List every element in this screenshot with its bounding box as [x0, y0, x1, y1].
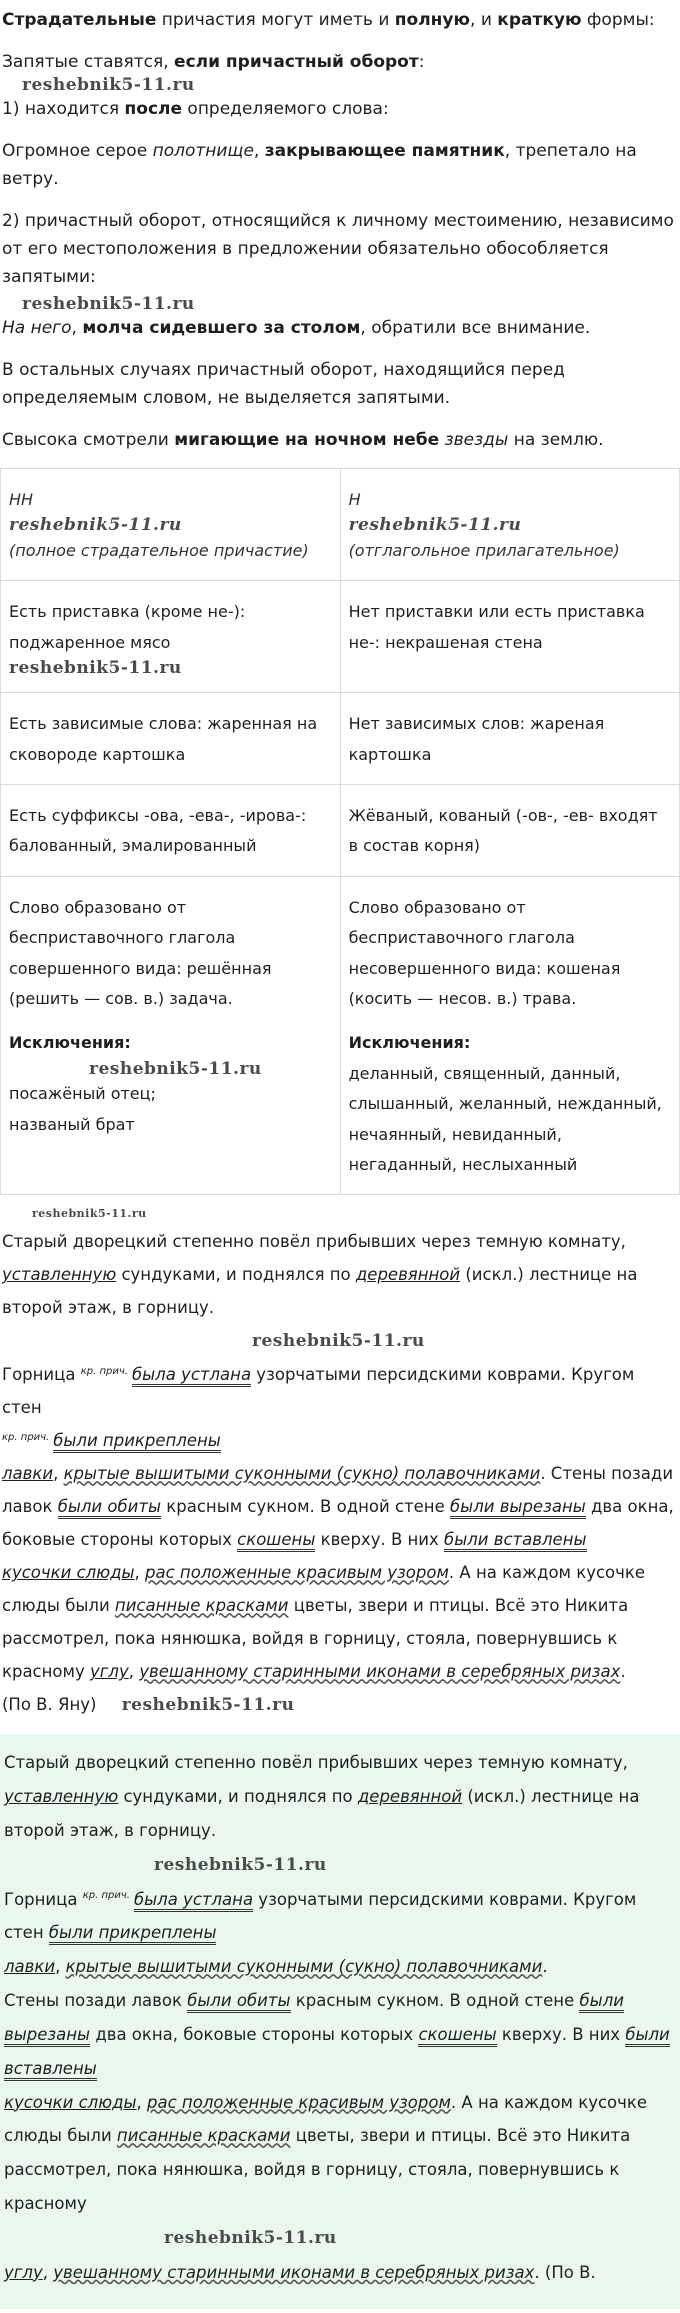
italic-word: полотнище	[152, 140, 254, 161]
header-nn: НН	[9, 489, 34, 509]
watermark: reshebnik5-11.ru	[154, 1854, 327, 1875]
text: ,	[53, 1464, 64, 1484]
text: красным сукном. В одной стене	[161, 1497, 450, 1517]
text: Горница	[4, 1889, 83, 1909]
answer-block	[0, 1734, 680, 2309]
rule-p8	[2, 426, 678, 454]
exception-item: названый брат	[9, 1114, 135, 1134]
text: причастия могут иметь и	[156, 10, 395, 30]
table-cell	[340, 876, 679, 1195]
participial-phrase: писанные красками	[116, 2126, 291, 2146]
text: два окна, боковые стороны которых	[90, 2024, 419, 2044]
italic-word: звезды	[444, 429, 509, 450]
text: 1) находится	[2, 98, 125, 119]
bold-term: краткую	[497, 10, 582, 30]
text: кверху. В них	[315, 1530, 445, 1550]
text: формы:	[581, 10, 655, 30]
table-cell	[340, 693, 679, 785]
text: Стены позади лавок	[4, 1991, 188, 2011]
cell-text: Слово образовано от бесприставочного глагола несовершенного вида: кошеная (косить — несов. в.) трава.	[348, 897, 621, 1009]
predicate: были вставлены	[444, 1530, 586, 1552]
predicate: были вырезаны	[450, 1497, 586, 1519]
text: сундуками, и поднялся по	[118, 1787, 358, 1807]
participial-phrase: увешанному стаpинными иконами в серебряных ризах	[53, 2262, 535, 2282]
text: узорчатыми персидскими коврами. Кругом стен	[4, 1889, 637, 1943]
table-row	[1, 876, 680, 1195]
text: ,	[42, 2262, 54, 2282]
text: два окна, боковые стороны которых	[2, 1497, 674, 1550]
participial-phrase: крытые вышитыми суконными (сукно) полавочниками	[65, 1957, 543, 1977]
text: Запятые ставятся,	[2, 52, 175, 73]
text: Свысока смотрели	[2, 429, 175, 450]
cell-text: Есть суффиксы -ова, -ева-, -ирова-: балованный, эмалированный	[9, 806, 307, 856]
text: цветы, звери и птицы. Всё это Никита рассмотрел, пока нянюшка, войдя в горницу, стояла, повернувшись к красному	[2, 1596, 629, 1682]
header-n-desc: (отглагольное прилагательное)	[348, 540, 620, 560]
participial-phrase: раc положенные красивым узором	[147, 2092, 451, 2112]
text: . А на каждом кусочке слюды были	[4, 2092, 647, 2146]
cell-text: Жёваный, кованый (-ов-, -ев- входят в состав корня)	[348, 806, 658, 856]
noun: углу	[4, 2262, 43, 2282]
rule-p7: В остальных случаях причастный оборот, находящийся перед определяемым словом, не выделяется запятыми.	[2, 359, 565, 408]
rule-p4	[2, 137, 678, 193]
participle: уставленную	[2, 1265, 117, 1285]
predicate: были обиты	[58, 1497, 161, 1519]
bold-term: полную	[394, 10, 471, 30]
text: Старый дворецкий степенно повёл прибывших через темную комнату,	[2, 1232, 626, 1252]
annotation: кр. прич.	[2, 1431, 50, 1443]
text: Горница	[2, 1365, 81, 1385]
participial-phrase: увешанному стаpинными иконами в серебряных ризах	[139, 1662, 621, 1682]
bold-term: Страдательные	[2, 10, 157, 30]
text: :	[418, 52, 425, 73]
table-cell	[1, 693, 341, 785]
watermark: reshebnik5-11.ru	[252, 1331, 425, 1352]
predicate: были прикреплены	[49, 1923, 217, 1945]
bold-term: мигающие на ночном небе	[174, 429, 440, 450]
predicate: была устлана	[132, 1365, 251, 1387]
participle: уставленную	[4, 1787, 119, 1807]
watermark: reshebnik5-11.ru	[22, 294, 195, 315]
bold-term: если причастный оборот	[174, 52, 419, 73]
text: Старый дворецкий степенно повёл прибывших через темную комнату,	[4, 1753, 628, 1773]
text: (искл.) лестнице на второй этаж, в горницу.	[4, 1787, 640, 1840]
story-text	[0, 1195, 680, 1734]
text: кверху. В них	[496, 2024, 626, 2044]
text: (искл.) лестнице на второй этаж, в горницу.	[2, 1265, 638, 1318]
text: . А на каждом кусочке слюды были	[2, 1563, 645, 1616]
text: , трепетало на ветру.	[2, 140, 637, 189]
subject: лавки	[4, 1957, 56, 1977]
cell-text: Слово образовано от бесприставочного глагола совершенного вида: решённая (решить — сов. в.) задача.	[9, 897, 272, 1009]
table-cell	[1, 876, 341, 1195]
table-header-cell	[1, 468, 341, 580]
table-cell	[1, 785, 341, 877]
rule-p2	[2, 48, 678, 76]
predicate: были вставлены	[4, 2025, 670, 2081]
adjective: деревянной	[357, 1787, 463, 1807]
rule-p6	[2, 314, 678, 342]
rule-p3	[2, 95, 678, 123]
source: (По В. Яну)	[2, 1695, 97, 1715]
watermark: reshebnik5-11.ru	[89, 1058, 262, 1079]
table-cell	[340, 785, 679, 877]
text: ,	[253, 140, 265, 161]
text: .	[542, 1957, 548, 1977]
text: , и	[470, 10, 498, 30]
watermark: reshebnik5-11.ru	[22, 75, 195, 96]
participial-phrase: крытые вышитыми суконными (сукно) полавочниками	[63, 1464, 541, 1484]
text: красным сукном. В одной стене	[290, 1991, 580, 2011]
table-row	[1, 581, 680, 693]
watermark: reshebnik5-11.ru	[121, 1695, 295, 1716]
rule-p5: 2) причастный оборот, относящийся к личному местоимению, независимо от его местоположения в предложении обязательно обособляется запятыми:	[2, 210, 674, 288]
adjective: деревянной	[355, 1265, 461, 1285]
text: узорчатыми персидскими коврами. Кругом стен	[2, 1365, 635, 1418]
predicate: скошены	[418, 2025, 496, 2047]
text: ,	[55, 1957, 66, 1977]
text: ,	[136, 2092, 148, 2112]
italic-word: На него	[2, 317, 72, 338]
predicate: были прикреплены	[53, 1431, 221, 1453]
text: определяемого слова:	[182, 98, 389, 119]
exception-item: посажёный отец;	[9, 1084, 156, 1104]
cell-text: Есть приставка (кроме не-): поджаренное мясо	[9, 602, 246, 652]
subject: кусочки слюды	[2, 1563, 135, 1583]
noun: углу	[89, 1662, 129, 1682]
table-header-row	[1, 468, 680, 580]
text: цветы, звери и птицы. Всё это Никита рассмотрел, пока нянюшка, войдя в горницу, стояла, повернувшись к красному	[4, 2126, 631, 2213]
text: ,	[71, 317, 83, 338]
watermark: reshebnik5-11.ru	[32, 1207, 147, 1221]
predicate: была устлана	[134, 1890, 253, 1912]
text: ,	[128, 1662, 140, 1682]
exceptions-title: Исключения:	[348, 1033, 471, 1053]
exception-list: деланный, священный, данный, слышанный, желанный, нежданный, нечаянный, невиданный, негаданный, неслыханный	[348, 1063, 662, 1174]
bold-term: закрывающее памятник	[264, 140, 505, 161]
participial-phrase: писанные красками	[114, 1596, 289, 1616]
rule-p1	[2, 6, 678, 34]
header-n: Н	[348, 489, 361, 509]
table-row	[1, 785, 680, 877]
text: .	[620, 1662, 626, 1682]
predicate: скошены	[237, 1530, 315, 1552]
participial-phrase: раc положенные красивым узором	[145, 1563, 449, 1583]
watermark: reshebnik5-11.ru	[348, 515, 522, 536]
text: , обратили все внимание.	[360, 317, 591, 338]
exceptions-title: Исключения:	[9, 1033, 131, 1053]
watermark: reshebnik5-11.ru	[164, 2227, 337, 2248]
header-nn-desc: (полное страдательное причастие)	[9, 540, 309, 560]
text: . Стены позади лавок	[2, 1464, 674, 1517]
bold-term: после	[124, 98, 183, 119]
nn-table	[0, 468, 680, 1195]
cell-text: Нет приставки или есть приставка не-: некрашеная стена	[348, 602, 645, 652]
text: Огромное серое	[2, 140, 153, 161]
watermark: reshebnik5-11.ru	[9, 515, 182, 536]
table-cell	[1, 581, 341, 693]
watermark: reshebnik5-11.ru	[9, 657, 182, 678]
text: ,	[134, 1563, 146, 1583]
predicate: были вырезаны	[4, 1991, 624, 2047]
text: . (По В.	[534, 2262, 596, 2282]
annotation: кр. прич.	[80, 1365, 128, 1377]
cell-text: Есть зависимые слова: жаренная на сковороде картошка	[9, 714, 318, 764]
text: сундуками, и поднялся по	[116, 1265, 356, 1285]
text: на землю.	[508, 429, 604, 450]
subject: кусочки слюды	[4, 2092, 137, 2112]
table-row	[1, 693, 680, 785]
cell-text: Нет зависимых слов: жареная картошка	[348, 714, 605, 764]
predicate: были обиты	[187, 1991, 290, 2013]
rules-section	[0, 0, 680, 454]
table-header-cell	[340, 468, 679, 580]
annotation: кр. прич.	[82, 1890, 130, 1902]
table-cell	[340, 581, 679, 693]
subject: лавки	[2, 1464, 54, 1484]
bold-term: молча сидевшего за столом	[82, 317, 361, 338]
